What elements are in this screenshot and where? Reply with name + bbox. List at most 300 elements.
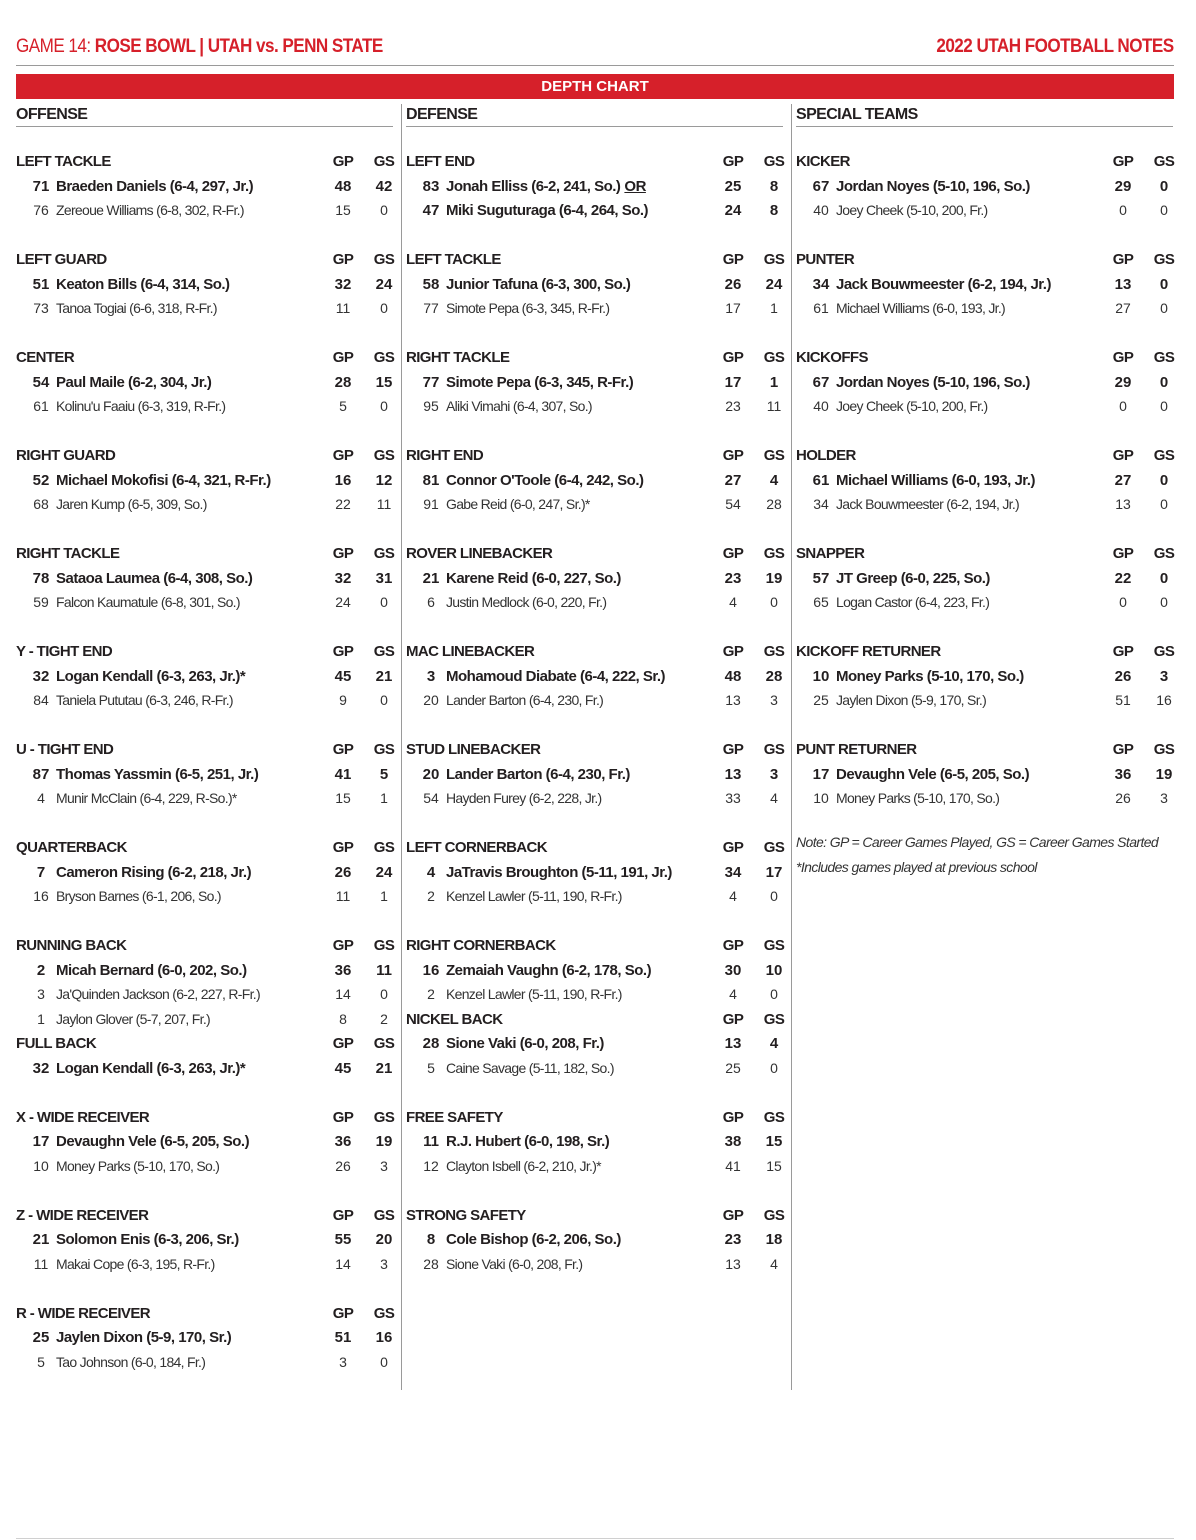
position-group: [796, 346, 1173, 420]
jersey-number: 17: [812, 765, 830, 783]
gs-header: GS: [373, 251, 395, 268]
player-name: [836, 766, 1029, 783]
player-name-text: Jack Bouwmeester (6-2, 194, Jr.): [836, 496, 1020, 512]
position-header: [796, 738, 1173, 763]
position-group: [796, 150, 1173, 224]
games-played: 0: [1119, 594, 1127, 610]
jersey-number: 34: [813, 496, 829, 512]
player-name-text: Money Parks (5-10, 170, So.): [836, 790, 1000, 806]
jersey-number: 32: [32, 1059, 50, 1077]
games-played: 14: [335, 1255, 351, 1272]
position-label: STUD LINEBACKER: [406, 741, 541, 758]
player-name: [836, 374, 1030, 391]
games-started: 0: [1159, 471, 1169, 489]
gp-header: GP: [1112, 251, 1134, 268]
games-started: 1: [769, 373, 779, 391]
player-name-text: Braeden Daniels (6-4, 297, Jr.): [56, 177, 254, 195]
player-name: [446, 1256, 582, 1272]
games-started: 0: [770, 1059, 778, 1076]
games-started: 16: [375, 1329, 393, 1346]
jersey-number: 52: [32, 471, 50, 489]
defense-title: DEFENSE: [406, 106, 783, 127]
jersey-number: 21: [422, 569, 440, 587]
games-started: 21: [375, 1059, 393, 1077]
player-name: [836, 692, 986, 708]
games-started: 1: [380, 888, 388, 904]
games-started: 11: [376, 496, 392, 512]
games-started: 3: [769, 765, 779, 783]
player-name-text: Michael Williams (6-0, 193, Jr.): [836, 471, 1035, 489]
jersey-number: 54: [32, 373, 50, 391]
gs-header: GS: [1153, 251, 1175, 268]
gp-header: GP: [332, 741, 354, 758]
games-played: 17: [725, 300, 741, 316]
gp-header: GP: [1112, 643, 1134, 660]
player-row: [406, 763, 783, 788]
games-started: 15: [375, 373, 393, 391]
games-played: 30: [724, 961, 742, 979]
player-name: [56, 1060, 245, 1077]
player-row: [796, 763, 1173, 788]
player-name-text: Sione Vaki (6-0, 208, Fr.): [446, 1255, 583, 1272]
jersey-number: 61: [813, 300, 829, 316]
player-row: [16, 983, 393, 1008]
player-name: [56, 300, 217, 316]
player-name: [446, 472, 643, 489]
position-header: [796, 640, 1173, 665]
player-row: [406, 983, 783, 1008]
position-label: SNAPPER: [796, 545, 865, 562]
position-label: HOLDER: [796, 447, 856, 464]
gs-header: GS: [373, 447, 395, 464]
gs-header: GS: [763, 545, 785, 562]
games-started: 0: [1160, 300, 1168, 316]
player-row: [796, 395, 1173, 420]
player-name: [446, 374, 633, 391]
player-row: [16, 665, 393, 690]
position-header: [16, 150, 393, 175]
player-name: [836, 178, 1030, 195]
player-name: [836, 300, 1005, 316]
games-started: 3: [380, 1157, 388, 1174]
player-name-text: Kenzel Lawler (5-11, 190, R-Fr.): [446, 888, 622, 904]
player-row: [16, 1155, 393, 1180]
games-played: 4: [729, 888, 737, 904]
gp-header: GP: [1112, 153, 1134, 170]
gp-header: GP: [722, 1010, 744, 1028]
games-started: 20: [375, 1231, 393, 1248]
games-played: 32: [334, 275, 352, 293]
player-name-text: JaTravis Broughton (5-11, 191, Jr.): [446, 863, 672, 881]
gp-header: GP: [332, 839, 354, 856]
gp-header: GP: [332, 937, 354, 954]
player-name: [56, 668, 245, 685]
games-played: 13: [724, 1035, 742, 1052]
games-started: 0: [770, 594, 778, 610]
games-played: 13: [724, 765, 742, 783]
gp-header: GP: [722, 1108, 744, 1126]
player-name: [836, 668, 1024, 685]
games-played: 23: [725, 398, 741, 414]
player-name: [56, 1354, 205, 1370]
games-started: 11: [376, 961, 392, 979]
player-name: [446, 594, 606, 610]
gs-header: GS: [373, 937, 395, 954]
player-name-text: Caine Savage (5-11, 182, So.): [446, 1059, 614, 1076]
player-name-text: Sataoa Laumea (6-4, 308, So.): [56, 569, 253, 587]
gp-header: GP: [332, 1206, 354, 1224]
jersey-number: 91: [423, 496, 439, 512]
games-played: 4: [729, 594, 737, 610]
games-started: 12: [375, 471, 393, 489]
player-name: [836, 496, 1019, 512]
games-played: 13: [725, 692, 741, 708]
games-started: 3: [1160, 790, 1168, 806]
gs-header: GS: [1153, 741, 1175, 758]
player-name-text: Micah Bernard (6-0, 202, So.): [56, 961, 247, 979]
player-name-text: Simote Pepa (6-3, 345, R-Fr.): [446, 373, 634, 391]
position-group: [16, 444, 393, 518]
player-row: [406, 1253, 783, 1278]
gp-header: GP: [722, 741, 744, 758]
position-label: LEFT CORNERBACK: [406, 839, 547, 856]
games-played: 11: [335, 300, 351, 316]
games-started: 0: [380, 202, 388, 218]
position-group: [16, 934, 393, 1032]
player-name-text: Joey Cheek (5-10, 200, Fr.): [836, 398, 988, 414]
player-row: [406, 493, 783, 518]
position-group: [796, 248, 1173, 322]
games-played: 27: [1114, 471, 1132, 489]
gs-header: GS: [1153, 349, 1175, 366]
position-label: RUNNING BACK: [16, 937, 127, 954]
position-group: [406, 542, 783, 616]
player-name-text: Logan Castor (6-4, 223, Fr.): [836, 594, 990, 610]
player-row: [796, 371, 1173, 396]
jersey-number: 84: [33, 692, 49, 708]
offense-title: OFFENSE: [16, 106, 393, 127]
player-name-text: Thomas Yassmin (6-5, 251, Jr.): [56, 765, 259, 783]
games-started: 0: [380, 692, 388, 708]
player-row: [406, 861, 783, 886]
player-row: [796, 567, 1173, 592]
player-name-text: Jack Bouwmeester (6-2, 194, Jr.): [836, 275, 1051, 293]
player-name-text: Miki Suguturaga (6-4, 264, So.): [446, 202, 649, 219]
jersey-number: 5: [427, 1059, 435, 1076]
player-name-text: Clayton Isbell (6-2, 210, Jr.)*: [446, 1157, 601, 1174]
player-row: [406, 591, 783, 616]
position-label: RIGHT GUARD: [16, 447, 116, 464]
footer-rule: [16, 1538, 1174, 1539]
jersey-number: 1: [37, 1010, 45, 1027]
games-played: 27: [1115, 300, 1131, 316]
position-header: [16, 542, 393, 567]
player-name: [56, 202, 244, 218]
games-played: 48: [334, 177, 352, 195]
jersey-number: 71: [32, 177, 50, 195]
player-name: [446, 668, 665, 685]
player-name-text: JT Greep (6-0, 225, So.): [836, 569, 990, 587]
position-label: FREE SAFETY: [406, 1108, 503, 1126]
jersey-number: 16: [33, 888, 49, 904]
player-name: [836, 790, 999, 806]
games-played: 54: [725, 496, 741, 512]
gp-header: GP: [722, 447, 744, 464]
games-played: 13: [1115, 496, 1131, 512]
gs-header: GS: [763, 741, 785, 758]
player-name-text: Makai Cope (6-3, 195, R-Fr.): [56, 1255, 215, 1272]
position-label: QUARTERBACK: [16, 839, 127, 856]
games-started: 0: [1159, 275, 1169, 293]
player-name: [56, 790, 237, 806]
games-started: 3: [380, 1255, 388, 1272]
position-label: STRONG SAFETY: [406, 1206, 526, 1224]
games-started: 15: [766, 1157, 782, 1174]
player-name-text: Money Parks (5-10, 170, So.): [836, 667, 1024, 685]
jersey-number: 20: [422, 765, 440, 783]
gs-header: GS: [763, 349, 785, 366]
player-name-text: Jordan Noyes (5-10, 196, So.): [836, 373, 1030, 391]
games-started: 17: [765, 863, 783, 881]
position-label: Y - TIGHT END: [16, 643, 113, 660]
gp-header: GP: [332, 447, 354, 464]
jersey-number: 12: [423, 1157, 439, 1174]
gs-header: GS: [373, 643, 395, 660]
games-played: 51: [334, 1329, 352, 1346]
games-started: 19: [1155, 765, 1173, 783]
player-name-text: Michael Williams (6-0, 193, Jr.): [836, 300, 1005, 316]
games-started: 0: [1159, 177, 1169, 195]
gs-header: GS: [763, 1010, 785, 1028]
games-played: 36: [334, 961, 352, 979]
games-started: 42: [375, 177, 393, 195]
jersey-number: 67: [812, 373, 830, 391]
player-row: [796, 297, 1173, 322]
position-label: R - WIDE RECEIVER: [16, 1304, 150, 1322]
position-group: [16, 248, 393, 322]
position-label: PUNTER: [796, 251, 855, 268]
jersey-number: 16: [422, 961, 440, 979]
jersey-number: 10: [812, 667, 830, 685]
player-name-text: Zereoue Williams (6-8, 302, R-Fr.): [56, 202, 244, 218]
publication-title: 2022 UTAH FOOTBALL NOTES: [936, 36, 1174, 57]
gp-header: GP: [332, 1304, 354, 1322]
games-played: 24: [724, 202, 742, 219]
player-name-text: Justin Medlock (6-0, 220, Fr.): [446, 594, 607, 610]
gp-header: GP: [332, 643, 354, 660]
player-name-text: Kenzel Lawler (5-11, 190, R-Fr.): [446, 986, 622, 1002]
player-name-text: Tao Johnson (6-0, 184, Fr.): [56, 1353, 206, 1370]
player-row: [406, 885, 783, 910]
player-name-text: Gabe Reid (6-0, 247, Sr.)*: [446, 496, 590, 512]
games-started: 0: [380, 398, 388, 414]
jersey-number: 51: [32, 275, 50, 293]
player-name: [56, 374, 211, 391]
jersey-number: 10: [813, 790, 829, 806]
position-group: [406, 1106, 783, 1180]
gp-header: GP: [722, 1206, 744, 1224]
games-played: 4: [729, 986, 737, 1002]
player-name-text: Devaughn Vele (6-5, 205, So.): [836, 765, 1030, 783]
games-played: 26: [335, 1157, 351, 1174]
games-played: 26: [724, 275, 742, 293]
player-row: [16, 591, 393, 616]
player-name: [446, 790, 601, 806]
player-name-text: Bryson Barnes (6-1, 206, So.): [56, 888, 221, 904]
player-row: [16, 861, 393, 886]
player-name: [56, 1231, 239, 1248]
player-name: [446, 888, 622, 904]
games-started: 8: [769, 177, 779, 195]
player-row: [16, 763, 393, 788]
games-started: 1: [380, 790, 388, 806]
position-group: [796, 444, 1173, 518]
position-header: [406, 444, 783, 469]
position-header: [406, 1008, 783, 1033]
games-played: 23: [724, 1231, 742, 1248]
games-started: 28: [766, 496, 782, 512]
jersey-number: 76: [33, 202, 49, 218]
games-played: 3: [339, 1353, 347, 1370]
jersey-number: 3: [426, 667, 436, 685]
note-line: *Includes games played at previous school: [796, 858, 1037, 875]
position-header: [16, 1204, 393, 1229]
jersey-number: 67: [812, 177, 830, 195]
position-group: [406, 444, 783, 518]
games-started: 24: [375, 863, 393, 881]
position-header: [16, 934, 393, 959]
jersey-number: 10: [33, 1157, 49, 1174]
position-label: Z - WIDE RECEIVER: [16, 1206, 149, 1224]
page-header: [16, 36, 1174, 62]
gp-header: GP: [332, 1108, 354, 1126]
games-played: 23: [724, 569, 742, 587]
player-name: [56, 962, 247, 979]
games-played: 0: [1119, 202, 1127, 218]
position-group: [796, 738, 1173, 812]
gp-header: GP: [332, 1035, 354, 1052]
position-header: [406, 836, 783, 861]
games-played: 29: [1114, 177, 1132, 195]
player-row: [796, 493, 1173, 518]
games-played: 8: [339, 1010, 347, 1027]
player-row: [16, 1253, 393, 1278]
games-started: 0: [380, 986, 388, 1002]
player-name: [56, 178, 253, 195]
games-played: 5: [339, 398, 347, 414]
position-header: [406, 934, 783, 959]
jersey-number: 58: [422, 275, 440, 293]
jersey-number: 77: [422, 373, 440, 391]
player-name: [446, 496, 590, 512]
position-label: X - WIDE RECEIVER: [16, 1108, 150, 1126]
note-line: Note: GP = Career Games Played, GS = Career Games Started: [796, 834, 1159, 850]
position-group: [406, 346, 783, 420]
player-name: [56, 1329, 231, 1346]
player-row: [16, 1130, 393, 1155]
player-row: [16, 885, 393, 910]
position-label: FULL BACK: [16, 1035, 97, 1052]
player-name-text: Ja'Quinden Jackson (6-2, 227, R-Fr.): [56, 986, 260, 1002]
player-row: [406, 665, 783, 690]
player-row: [406, 1130, 783, 1155]
player-name-text: Karene Reid (6-0, 227, So.): [446, 569, 621, 587]
gp-header: GP: [722, 545, 744, 562]
games-played: 15: [335, 790, 351, 806]
games-played: 36: [334, 1133, 352, 1150]
gp-header: GP: [1112, 741, 1134, 758]
games-played: 41: [334, 765, 352, 783]
player-name: [56, 692, 233, 708]
player-row: [16, 787, 393, 812]
player-name: [446, 570, 621, 587]
position-group: [406, 836, 783, 910]
games-started: 0: [380, 1353, 388, 1370]
position-header: [796, 248, 1173, 273]
gs-header: GS: [1153, 643, 1175, 660]
gp-header: GP: [1112, 545, 1134, 562]
player-row: [406, 689, 783, 714]
games-played: 26: [1114, 667, 1132, 685]
player-name: [56, 1256, 215, 1272]
position-header: [16, 1032, 393, 1057]
games-started: 0: [1159, 569, 1169, 587]
position-label: U - TIGHT END: [16, 741, 114, 758]
player-name: [446, 202, 648, 219]
jersey-number: 78: [32, 569, 50, 587]
games-started: 19: [765, 569, 783, 587]
position-group: [406, 1008, 783, 1082]
position-group: [406, 248, 783, 322]
games-started: 3: [770, 692, 778, 708]
player-name-text: Sione Vaki (6-0, 208, Fr.): [446, 1035, 604, 1052]
position-label: RIGHT CORNERBACK: [406, 937, 556, 954]
jersey-number: 17: [32, 1133, 50, 1150]
position-group: [406, 738, 783, 812]
player-name-text: Tanoa Togiai (6-6, 318, R-Fr.): [56, 300, 217, 316]
player-row: [16, 199, 393, 224]
player-name-text: Munir McClain (6-4, 229, R-So.)*: [56, 790, 237, 806]
player-name: [56, 864, 251, 881]
position-label: RIGHT END: [406, 447, 484, 464]
player-name: [446, 766, 630, 783]
player-name: [56, 766, 258, 783]
player-name-text: Michael Mokofisi (6-4, 321, R-Fr.): [56, 471, 271, 489]
gs-header: GS: [373, 1206, 395, 1224]
player-name: [56, 398, 225, 414]
games-started: 4: [770, 1255, 778, 1272]
player-row: [16, 567, 393, 592]
jersey-number: 68: [33, 496, 49, 512]
player-row: [406, 1057, 783, 1082]
gs-header: GS: [373, 153, 395, 170]
player-name: [836, 472, 1035, 489]
header-rule: [16, 65, 1174, 66]
position-header: [16, 640, 393, 665]
games-played: 13: [725, 1255, 741, 1272]
jersey-number: 65: [813, 594, 829, 610]
position-group: [16, 640, 393, 714]
jersey-number: 7: [36, 863, 46, 881]
player-row: [406, 395, 783, 420]
jersey-number: 81: [422, 471, 440, 489]
games-started: 24: [375, 275, 393, 293]
jersey-number: 32: [32, 667, 50, 685]
player-row: [16, 959, 393, 984]
player-name: [446, 1231, 621, 1248]
jersey-number: 59: [33, 594, 49, 610]
player-row: [16, 1351, 393, 1376]
